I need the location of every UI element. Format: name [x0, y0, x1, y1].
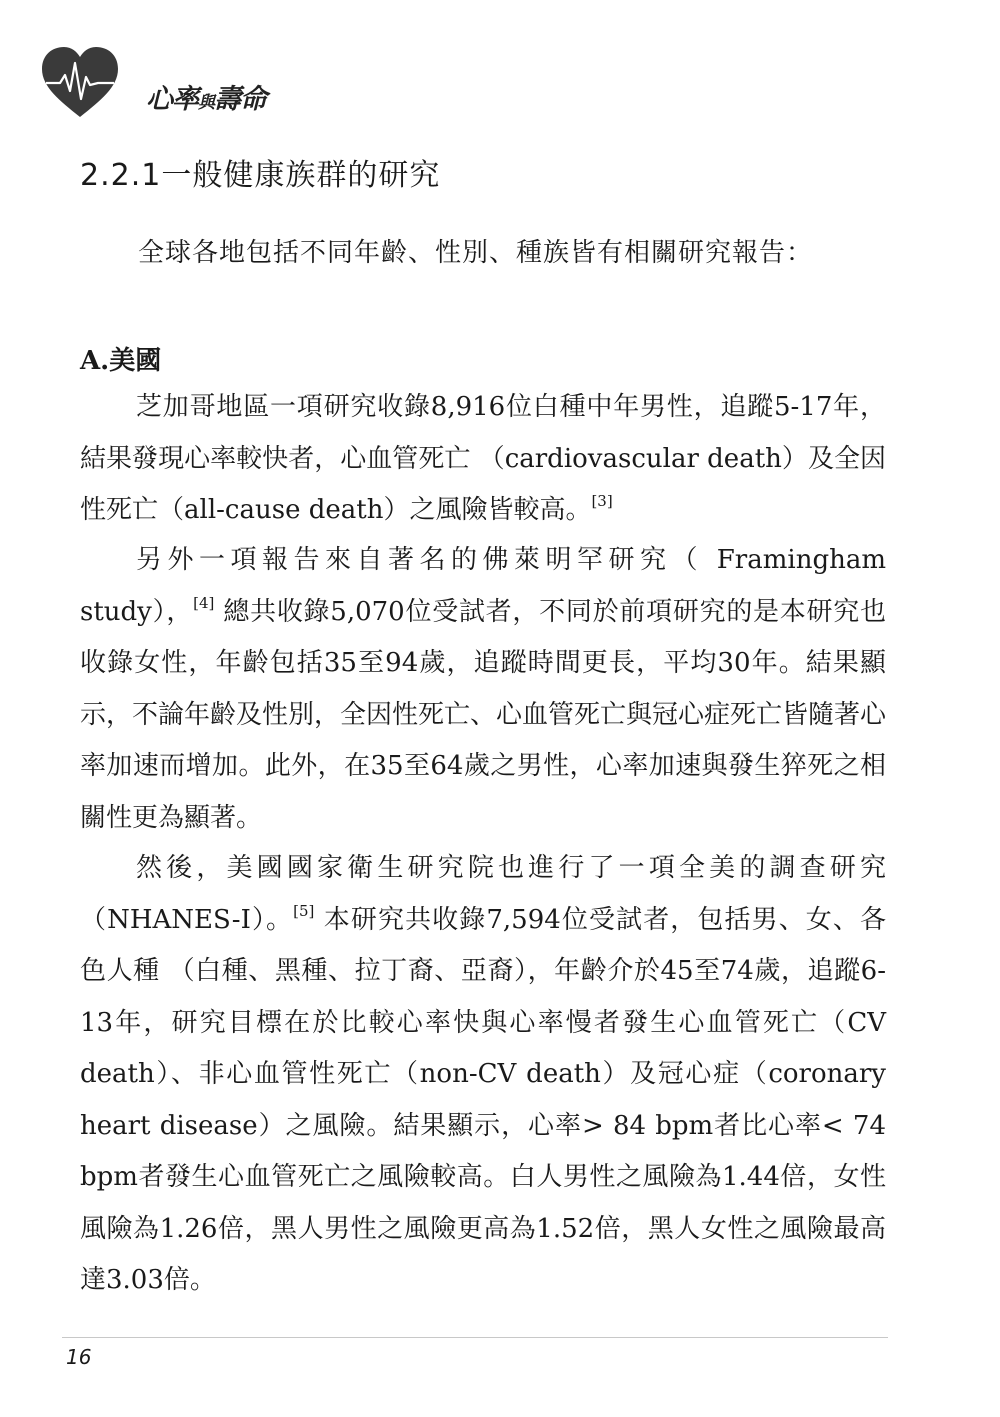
paragraph-nhanes-study	[80, 843, 886, 1307]
paragraph-framingham-study	[80, 535, 886, 844]
paragraph-text: 然後，美國國家衛生研究院也進行了一項全美的調查研究 （NHANES-I）。	[80, 853, 886, 935]
paragraph-text: 芝加哥地區一項研究收錄8,916位白種中年男性，追蹤5-17年，結果發現心率較快者，心血管死亡 （cardiovascular death）及全因性死亡（all-cause death）之風險皆較高。	[80, 392, 886, 525]
logo-title-small: 與	[198, 93, 214, 113]
section-title: 2.2.1一般健康族群的研究	[80, 158, 441, 193]
heart-pulse-icon	[40, 45, 120, 125]
citation-ref: [4]	[193, 593, 215, 612]
logo-title-end: 壽命	[214, 84, 266, 115]
citation-ref: [5]	[293, 901, 315, 920]
book-logo	[40, 45, 266, 125]
citation-ref: [3]	[591, 492, 613, 510]
paragraph-text: 本研究共收錄7,594位受試者，包括男、女、各色人種 （白種、黑種、拉丁裔、亞裔），年齡介於45至74歲，追蹤6-13年，研究目標在於比較心率快與心率慢者發生心血管死亡（CV death）、非心血管性死亡（non-CV death）及冠心症（coronary heart disease）之風險。結果顯示，心率> 84 bpm者比心率< 74 bpm者發生心血管死亡之風險較高。白人男性之風險為1.44倍，女性風險為1.26倍，黑人男性之風險更高為1.52倍，黑人女性之風險最高達3.03倍。	[80, 904, 887, 1295]
paragraph-chicago-study	[80, 382, 886, 537]
paragraph-text: 另外一項報告來自著名的佛萊明罕研究（ Framingham study），	[80, 545, 886, 627]
logo-title	[146, 77, 266, 116]
logo-title-main: 心率	[146, 84, 198, 115]
intro-line: 全球各地包括不同年齡、性別、種族皆有相關研究報告：	[138, 238, 814, 268]
subheading-usa: A.美國	[80, 346, 162, 376]
page-number: 16	[66, 1345, 92, 1369]
paragraph-text: 總共收錄5,070位受試者，不同於前項研究的是本研究也收錄女性，年齡包括35至94歲，追蹤時間更長，平均30年。結果顯示，不論年齡及性別，全因性死亡、心血管死亡與冠心症死亡皆隨著心率加速而增加。此外，在35至64歲之男性，心率加速與發生猝死之相關性更為顯著。	[80, 596, 887, 833]
footer-divider	[62, 1337, 888, 1338]
